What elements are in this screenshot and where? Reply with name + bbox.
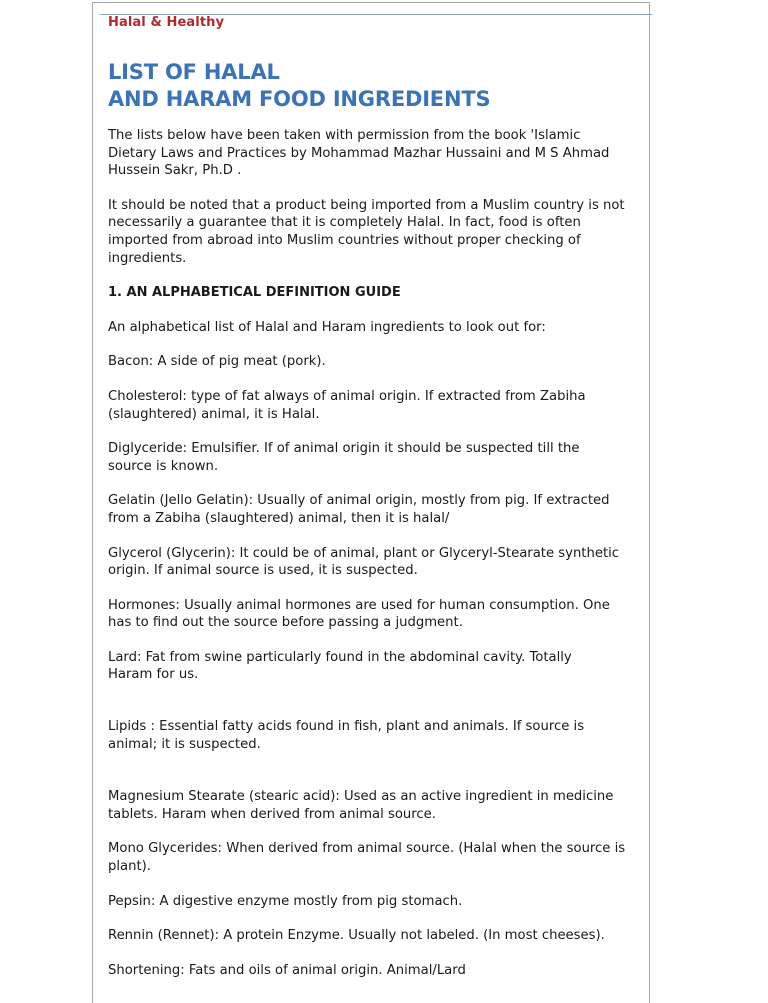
entry-rennin [108, 927, 638, 945]
text-line: Shortening: Fats and oils of animal origin. Animal/Lard [108, 962, 466, 978]
text-line: origin. If animal source is used, it is suspected. [108, 563, 418, 579]
text-line: ingredients. [108, 250, 187, 266]
entry-gelatin [108, 492, 638, 527]
text-line: Glycerol (Glycerin): It could be of animal, plant or Glyceryl-Stearate synthetic [108, 545, 620, 561]
text-line: Gelatin (Jello Gelatin): Usually of animal origin, mostly from pig. If extracted [108, 493, 610, 509]
text-line: tablets. Haram when derived from animal source. [108, 806, 436, 822]
entry-pepsin [108, 893, 638, 911]
entry-cholesterol [108, 388, 638, 423]
text-line: The lists below have been taken with permission from the book 'Islamic [108, 128, 581, 143]
entry-glycerol [108, 545, 638, 580]
text-line: Diglyceride: Emulsifier. If of animal origin it should be suspected till the [108, 441, 580, 457]
text-line: Hussein Sakr, Ph.D . [108, 163, 242, 179]
text-line: It should be noted that a product being imported from a Muslim country is not [108, 197, 625, 213]
text-line: Mono Glycerides: When derived from animal source. (Halal when the source is [108, 841, 626, 857]
intro-paragraph-2 [108, 197, 638, 267]
entry-mono-glycerides [108, 840, 638, 875]
entry-magnesium-stearate [108, 788, 638, 823]
running-head: Halal & Healthy [108, 15, 225, 30]
section-lead: An alphabetical list of Halal and Haram ingredients to look out for: [108, 319, 546, 335]
page-title [108, 59, 490, 113]
title-line-2: AND HARAM FOOD INGREDIENTS [108, 87, 491, 111]
section-heading: 1. AN ALPHABETICAL DEFINITION GUIDE [108, 285, 401, 301]
text-line: Haram for us. [108, 667, 199, 683]
text-line: (slaughtered) animal, it is Halal. [108, 406, 320, 422]
text-line: plant). [108, 859, 151, 875]
title-line-1: LIST OF HALAL [108, 60, 280, 84]
text-line: Pepsin: A digestive enzyme mostly from pig stomach. [108, 893, 463, 909]
entry-lipids [108, 718, 638, 753]
intro-paragraph-1 [108, 127, 638, 180]
entry-shortening [108, 962, 638, 980]
text-line: Lard: Fat from swine particularly found in the abdominal cavity. Totally [108, 649, 572, 665]
text-line: necessarily a guarantee that it is completely Halal. In fact, food is often [108, 215, 581, 231]
text-line: Hormones: Usually animal hormones are used for human consumption. One [108, 597, 610, 613]
entry-bacon [108, 353, 638, 371]
text-line: Magnesium Stearate (stearic acid): Used as an active ingredient in medicine [108, 789, 614, 805]
text-line: from a Zabiha (slaughtered) animal, then it is halal/ [108, 510, 450, 526]
entry-hormones [108, 597, 638, 632]
text-line: Lipids : Essential fatty acids found in fish, plant and animals. If source is [108, 719, 585, 735]
text-line: imported from abroad into Muslim countries without proper checking of [108, 232, 581, 248]
entry-lard [108, 649, 638, 684]
text-line: Rennin (Rennet): A protein Enzyme. Usually not labeled. (In most cheeses). [108, 928, 605, 944]
text-line: source is known. [108, 458, 219, 474]
entry-diglyceride [108, 440, 638, 475]
text-line: Cholesterol: type of fat always of animal origin. If extracted from Zabiha [108, 388, 586, 404]
text-line: Bacon: A side of pig meat (pork). [108, 354, 326, 370]
text-line: animal; it is suspected. [108, 736, 261, 752]
document-body [108, 127, 638, 979]
text-line: Dietary Laws and Practices by Mohammad Mazhar Hussaini and M S Ahmad [108, 145, 610, 161]
text-line: has to find out the source before passing a judgment. [108, 615, 463, 631]
